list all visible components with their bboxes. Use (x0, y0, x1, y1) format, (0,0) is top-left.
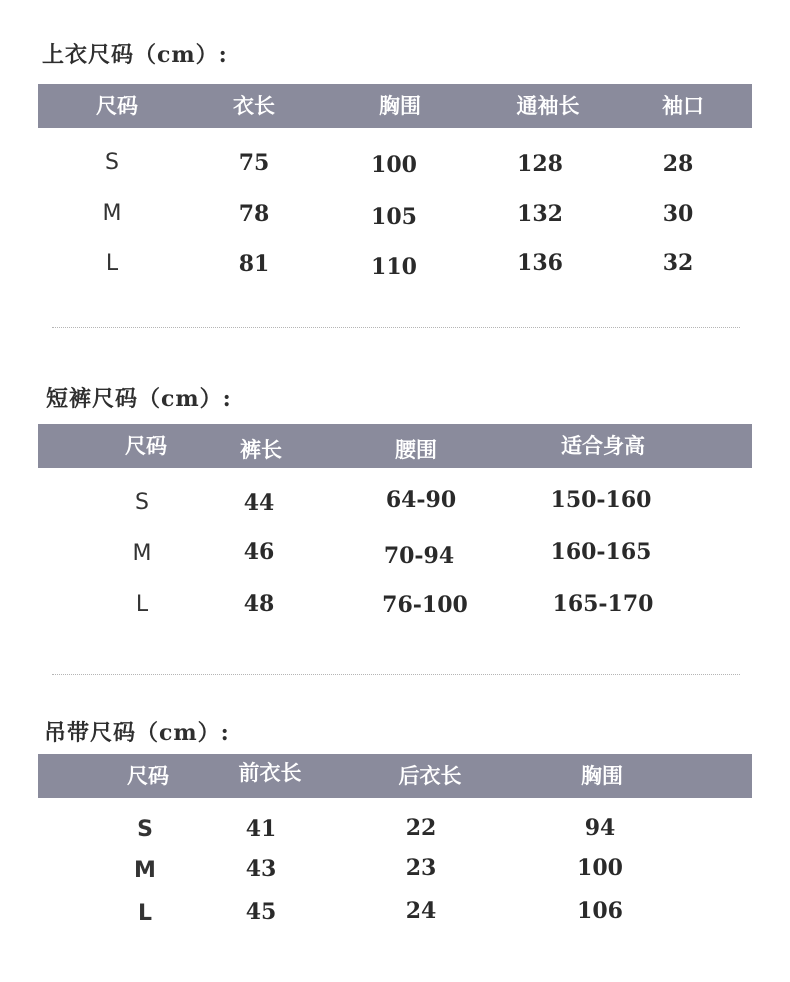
tops-title: 上衣尺码（cm）: (42, 42, 228, 68)
shorts-header-size: 尺码 (125, 434, 167, 458)
shorts-row-s-length: 44 (243, 490, 275, 516)
shorts-row-l-size: L (135, 592, 149, 617)
tops-row-s-length: 75 (238, 150, 270, 176)
tops-row-m-sleeve: 132 (517, 201, 563, 227)
camisole-row-s-chest: 94 (584, 815, 616, 841)
tops-header-sleeve: 通袖长 (516, 94, 580, 118)
shorts-row-m-height: 160-165 (550, 539, 652, 565)
camisole-header-bar (38, 754, 752, 798)
tops-row-s-cuff: 28 (662, 151, 694, 177)
tops-row-s-size: S (105, 150, 119, 175)
tops-header-cuff: 袖口 (662, 94, 704, 118)
shorts-row-m-length: 46 (243, 539, 275, 565)
shorts-row-l-height: 165-170 (552, 591, 654, 617)
tops-row-m-size: M (102, 201, 122, 226)
camisole-row-s-front-length: 41 (245, 816, 277, 842)
shorts-row-s-height: 150-160 (550, 487, 652, 513)
shorts-header-length: 裤长 (240, 438, 282, 462)
tops-row-m-chest: 105 (371, 204, 417, 230)
camisole-header-chest: 胸围 (581, 764, 623, 788)
shorts-header-waist: 腰围 (395, 438, 437, 462)
shorts-header-height: 适合身高 (561, 434, 645, 458)
camisole-row-l-back-length: 24 (405, 898, 437, 924)
shorts-row-m-waist: 70-94 (383, 543, 455, 569)
camisole-row-l-front-length: 45 (245, 899, 277, 925)
tops-row-l-length: 81 (238, 251, 270, 277)
shorts-row-m-size: M (132, 541, 152, 566)
camisole-title: 吊带尺码（cm）: (44, 720, 230, 746)
tops-row-l-chest: 110 (371, 254, 417, 280)
tops-row-m-length: 78 (238, 201, 270, 227)
tops-row-l-size: L (105, 251, 119, 276)
section-divider-2 (52, 674, 740, 675)
shorts-row-s-waist: 64-90 (385, 487, 457, 513)
camisole-row-l-size: L (137, 901, 153, 926)
tops-header-length: 衣长 (233, 94, 275, 118)
camisole-header-size: 尺码 (127, 764, 169, 788)
tops-header-bar (38, 84, 752, 128)
tops-row-s-chest: 100 (371, 152, 417, 178)
tops-header-chest: 胸围 (379, 94, 421, 118)
shorts-row-s-size: S (135, 490, 149, 515)
camisole-header-front-length: 前衣长 (238, 761, 302, 785)
camisole-row-m-size: M (134, 858, 156, 883)
tops-row-l-sleeve: 136 (517, 250, 563, 276)
shorts-title: 短裤尺码（cm）: (46, 386, 232, 412)
section-divider-1 (52, 327, 740, 328)
camisole-row-l-chest: 106 (577, 898, 623, 924)
shorts-header-bar (38, 424, 752, 468)
camisole-row-s-back-length: 22 (405, 815, 437, 841)
camisole-row-s-size: S (137, 817, 153, 842)
tops-row-m-cuff: 30 (662, 201, 694, 227)
tops-header-size: 尺码 (96, 94, 138, 118)
camisole-row-m-chest: 100 (577, 855, 623, 881)
shorts-row-l-waist: 76-100 (382, 592, 468, 618)
tops-row-l-cuff: 32 (662, 250, 694, 276)
tops-row-s-sleeve: 128 (517, 151, 563, 177)
camisole-row-m-front-length: 43 (245, 856, 277, 882)
camisole-header-back-length: 后衣长 (398, 764, 462, 788)
camisole-row-m-back-length: 23 (405, 855, 437, 881)
shorts-row-l-length: 48 (243, 591, 275, 617)
